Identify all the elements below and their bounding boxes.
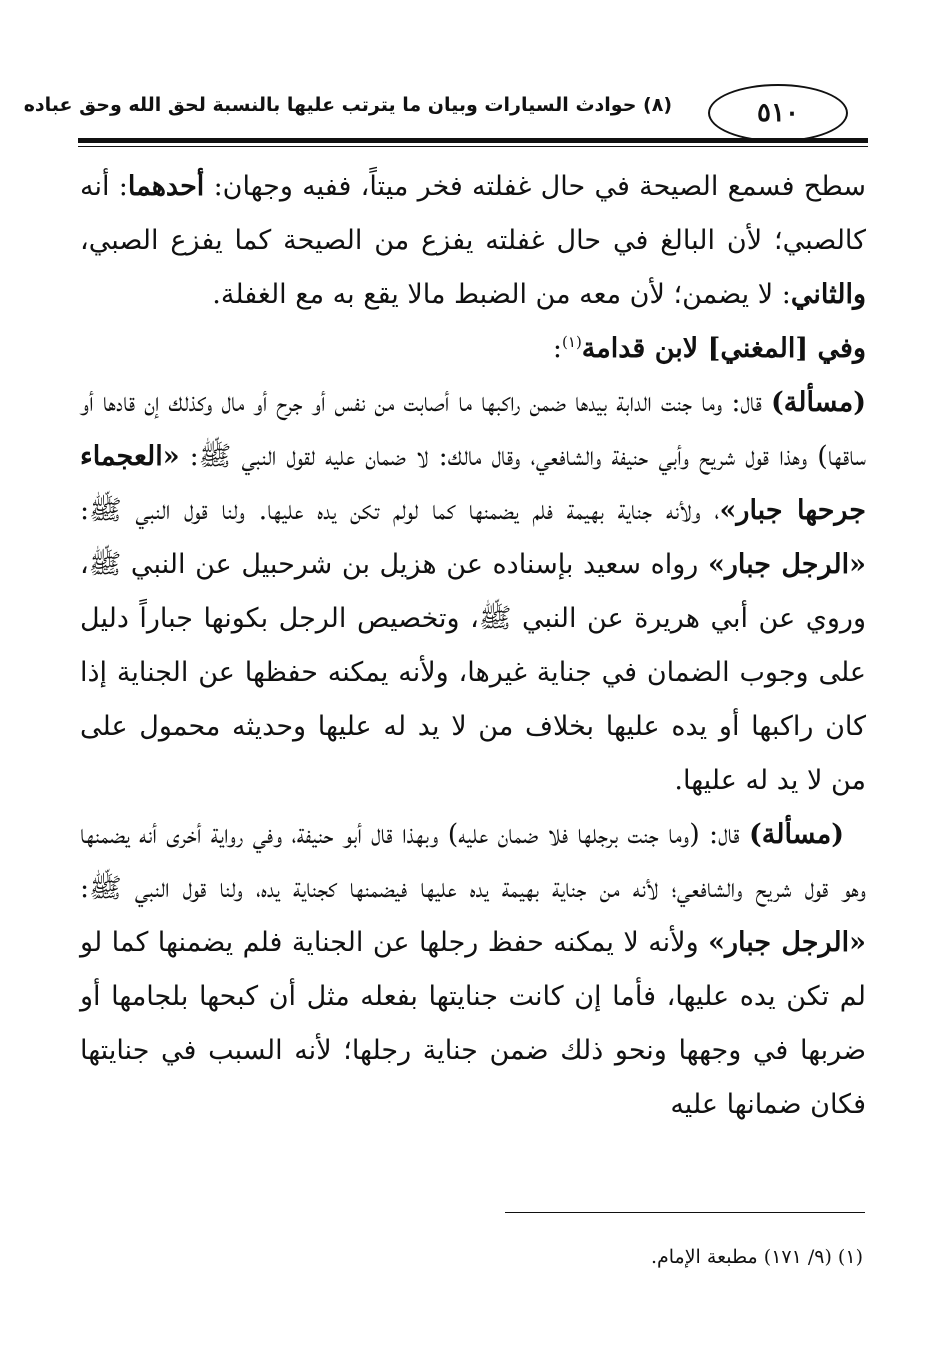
header-rule-thin [78, 146, 868, 147]
footnote: (١) (٩/ ١٧١) مطبعة الإمام. [650, 1246, 863, 1268]
page-number: ٥١٠ [708, 84, 848, 142]
page-header [23, 76, 868, 156]
paragraph-2: وفي [المغني] لابن قدامة$^{(١)}$: [552, 333, 866, 364]
paragraph-1: سطح فسمع الصيحة في حال غفلته فخر ميتاً، ففيه وجهان: أحدهما: أنه كالصبي؛ لأن البالغ في حال غفلته يفزع من الصيحة كما يفزع الصبي، والثاني: لا يضمن؛ لأن معه من الضبط مالا يقع به مع الغفلة. [80, 171, 867, 310]
footnote-marker: (١) [562, 333, 582, 351]
running-title: (٨) حوادث السيارات وبيان ما يترتب عليها بالنسبة لحق الله وحق عباده [23, 94, 672, 116]
header-rule-thick [78, 138, 868, 143]
main-text [80, 160, 866, 1132]
paragraph-3: (مسألة) قال: وما جنت الدابة بيدها ضمن راكبها ما أصابت من نفس أو جرح أو مال وكذلك إن قادها أو ساقها) وهذا قول شريح وأبي حنيفة والشافعي، وقال مالك: لا ضمان عليه لقول النبي ﷺ: «العجماء جرحها جبار»، ولأنه جناية بهيمة فلم يضمنها كما لولم تكن يده عليها. ولنا قول النبي ﷺ: «الرجل جبار» رواه سعيد بإسناده عن هزيل بن شرحبيل عن النبي ﷺ، وروي عن أبي هريرة عن النبي ﷺ، وتخصيص الرجل بكونها جباراً دليل على وجوب الضمان في جناية غيرها، ولأنه يمكنه حفظها عن الجناية إذا كان راكبها أو يده عليها بخلاف من لا يد له عليها وحديثه محمول على من لا يد له عليها. [80, 387, 867, 796]
footnote-separator [505, 1212, 865, 1213]
paragraph-4: (مسألة) قال: (وما جنت برجلها فلا ضمان عليه) وبهذا قال أبو حنيفة، وفي رواية أخرى أنه يضمنها وهو قول شريح والشافعي؛ لأنه من جناية بهيمة يده عليها فيضمنها كجناية يده، ولنا قول النبي ﷺ: «الرجل جبار» ولأنه لا يمكنه حفظ رجلها عن الجناية فلم يضمنها كما لو لم تكن يده عليها، فأما إن كانت جنايتها بفعله مثل أن كبحها بلجامها أو ضربها في وجهها ونحو ذلك ضمن جناية رجلها؛ لأنه السبب في جنايتها فكان ضمانها عليه [80, 819, 866, 1120]
